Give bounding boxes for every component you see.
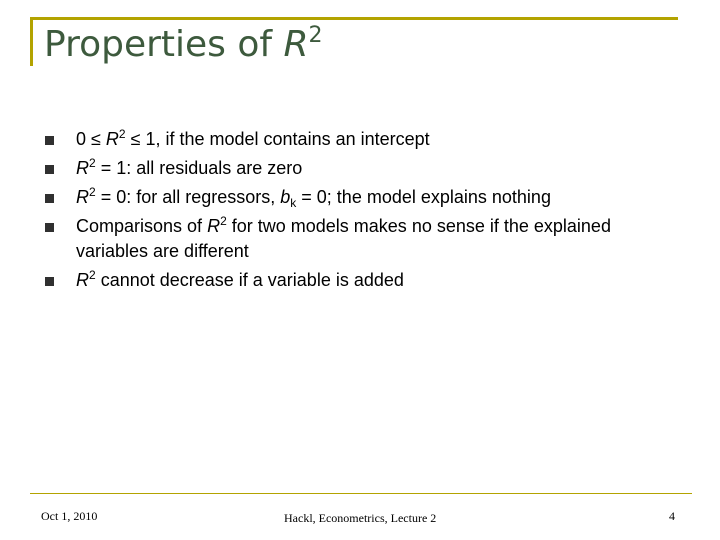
bullet-variable: R (76, 270, 89, 290)
bullet-text: = 0: for all regressors, (95, 187, 281, 207)
footer-rule (30, 493, 692, 494)
footer-course-title: Hackl, Econometrics, Lecture 2 (284, 511, 437, 525)
title-text: Properties of (44, 24, 284, 65)
bullet-item-r2-zero (44, 185, 664, 210)
bullet-superscript: 2 (118, 127, 126, 141)
square-bullet-icon (45, 223, 54, 232)
bullet-variable: b (280, 187, 291, 207)
title-left-rule (30, 17, 33, 66)
bullet-superscript: 2 (89, 268, 96, 282)
bullet-item-cannot-decrease (44, 268, 664, 293)
bullet-item-r2-one (44, 156, 664, 181)
bullet-superscript: 2 (220, 214, 227, 228)
bullet-text: = 0; the model explains nothing (296, 187, 551, 207)
bullet-text: Comparisons of (76, 216, 208, 236)
square-bullet-icon (45, 136, 54, 145)
bullet-subscript: k (290, 196, 297, 210)
bullet-text: ≤ 1, if the model contains an intercept (125, 129, 430, 149)
title-variable: R (283, 24, 309, 65)
bullet-text: = 1: all residuals are zero (95, 158, 303, 178)
bullet-text: cannot decrease if a variable is added (95, 270, 404, 290)
bullet-item-comparisons (44, 214, 664, 264)
title-superscript: 2 (308, 23, 323, 48)
square-bullet-icon (45, 165, 54, 174)
footer-page-number: 4 (669, 509, 675, 523)
bullet-variable: R (76, 158, 89, 178)
square-bullet-icon (45, 277, 54, 286)
bullet-superscript: 2 (89, 185, 96, 199)
square-bullet-icon (45, 194, 54, 203)
bullet-text: 0 ≤ (76, 129, 106, 149)
bullet-list (44, 127, 664, 293)
bullet-item-r2-bounds (44, 127, 664, 152)
footer-date: Oct 1, 2010 (41, 509, 98, 523)
bullet-variable: R (105, 129, 119, 149)
bullet-variable: R (76, 187, 89, 207)
bullet-text: for two models makes no sense if the explained variables are different (76, 216, 611, 261)
slide-title (44, 20, 323, 70)
bullet-superscript: 2 (89, 156, 96, 170)
bullet-variable: R (207, 216, 221, 236)
